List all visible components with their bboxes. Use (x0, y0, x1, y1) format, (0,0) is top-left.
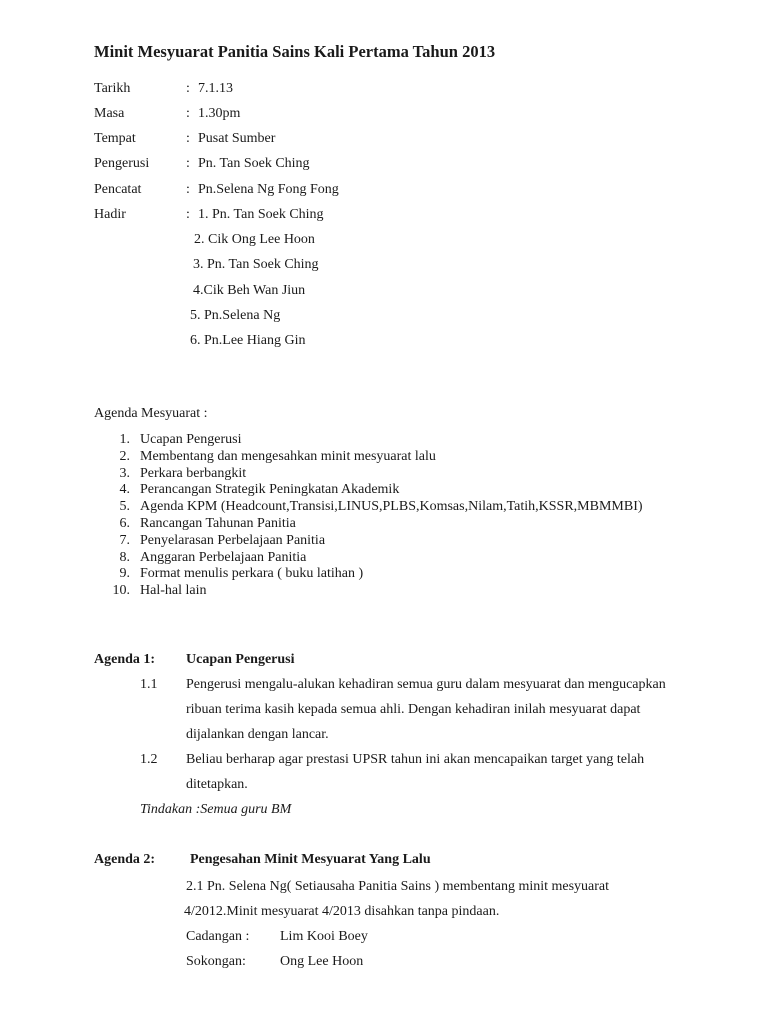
agenda1-name: Ucapan Pengerusi (186, 652, 295, 667)
agenda-number: 6. (119, 515, 130, 531)
attendee-item: 5. Pn.Selena Ng (190, 308, 281, 323)
info-colon: : (186, 207, 190, 222)
agenda-text: Perancangan Strategik Peningkatan Akademik (140, 482, 400, 498)
agenda-number: 4. (119, 482, 130, 498)
agenda1-code: Agenda 1: (94, 652, 156, 667)
info-value: 1. Pn. Tan Soek Ching (198, 207, 324, 222)
info-colon: : (186, 106, 190, 121)
agenda2-name: Pengesahan Minit Mesyuarat Yang Lalu (190, 852, 431, 867)
info-value: Pn. Tan Soek Ching (198, 156, 310, 171)
info-label: Tempat (94, 131, 136, 146)
info-label: Hadir (94, 207, 126, 222)
agenda2-code: Agenda 2: (94, 852, 156, 867)
paragraph-line: Pengerusi mengalu-alukan kehadiran semua guru dalam mesyuarat dan mengucapkan (186, 677, 666, 692)
attendee-item: 4.Cik Beh Wan Jiun (193, 283, 306, 298)
item-number-1-1: 1.1 (140, 677, 158, 692)
attendee-item: 3. Pn. Tan Soek Ching (193, 257, 319, 272)
info-value: 1.30pm (198, 106, 241, 121)
agenda-number: 9. (119, 566, 130, 582)
item-number-1-2: 1.2 (140, 752, 158, 767)
info-colon: : (186, 131, 190, 146)
agenda-text: Penyelarasan Perbelajaan Panitia (140, 532, 326, 548)
info-label: Tarikh (94, 81, 131, 96)
paragraph-line: dijalankan dengan lancar. (186, 727, 329, 742)
paragraph-line: ribuan terima kasih kepada semua ahli. Dengan kehadiran inilah mesyuarat dapat (186, 702, 641, 717)
agenda-text: Membentang dan mengesahkan minit mesyuarat lalu (140, 448, 436, 464)
info-value: 7.1.13 (198, 81, 233, 96)
cadangan-label: Cadangan : (186, 929, 250, 944)
agenda-text: Agenda KPM (Headcount,Transisi,LINUS,PLBS,Komsas,Nilam,Tatih,KSSR,MBMMBI) (140, 499, 643, 515)
agenda-heading: Agenda Mesyuarat : (94, 406, 208, 421)
tindakan-note: Tindakan :Semua guru BM (140, 802, 292, 817)
sokongan-label: Sokongan: (186, 954, 246, 969)
agenda-text: Hal-hal lain (140, 583, 207, 599)
paragraph-line: 2.1 Pn. Selena Ng( Setiausaha Panitia Sains ) membentang minit mesyuarat (186, 879, 610, 894)
paragraph-line: ditetapkan. (186, 777, 248, 792)
info-value: Pusat Sumber (198, 131, 276, 146)
info-value: Pn.Selena Ng Fong Fong (198, 182, 339, 197)
attendee-item: 2. Cik Ong Lee Hoon (194, 232, 315, 247)
agenda-text: Ucapan Pengerusi (140, 432, 242, 447)
info-colon: : (186, 182, 190, 197)
agenda-number: 10. (112, 583, 130, 599)
agenda-text: Format menulis perkara ( buku latihan ) (140, 566, 364, 582)
attendee-item: 6. Pn.Lee Hiang Gin (190, 333, 306, 348)
paragraph-line: 4/2012.Minit mesyuarat 4/2013 disahkan tanpa pindaan. (184, 904, 500, 919)
cadangan-value: Lim Kooi Boey (280, 929, 368, 944)
info-label: Pencatat (94, 182, 142, 197)
paragraph-line: Beliau berharap agar prestasi UPSR tahun ini akan mencapaikan target yang telah (186, 752, 645, 767)
agenda-text: Anggaran Perbelajaan Panitia (140, 549, 307, 565)
agenda-number: 5. (119, 499, 130, 515)
agenda-number: 7. (119, 532, 130, 548)
page-title: Minit Mesyuarat Panitia Sains Kali Pertama Tahun 2013 (94, 42, 496, 61)
info-colon: : (186, 156, 190, 171)
info-colon: : (186, 81, 190, 96)
info-label: Masa (94, 106, 125, 121)
agenda-number: 3. (119, 465, 130, 481)
agenda-text: Perkara berbangkit (140, 465, 247, 481)
agenda-number: 2. (119, 448, 130, 464)
info-label: Pengerusi (94, 156, 150, 171)
agenda-text: Rancangan Tahunan Panitia (140, 515, 296, 531)
sokongan-value: Ong Lee Hoon (280, 954, 364, 969)
agenda-number: 8. (119, 549, 130, 565)
agenda-number: 1. (119, 432, 130, 447)
